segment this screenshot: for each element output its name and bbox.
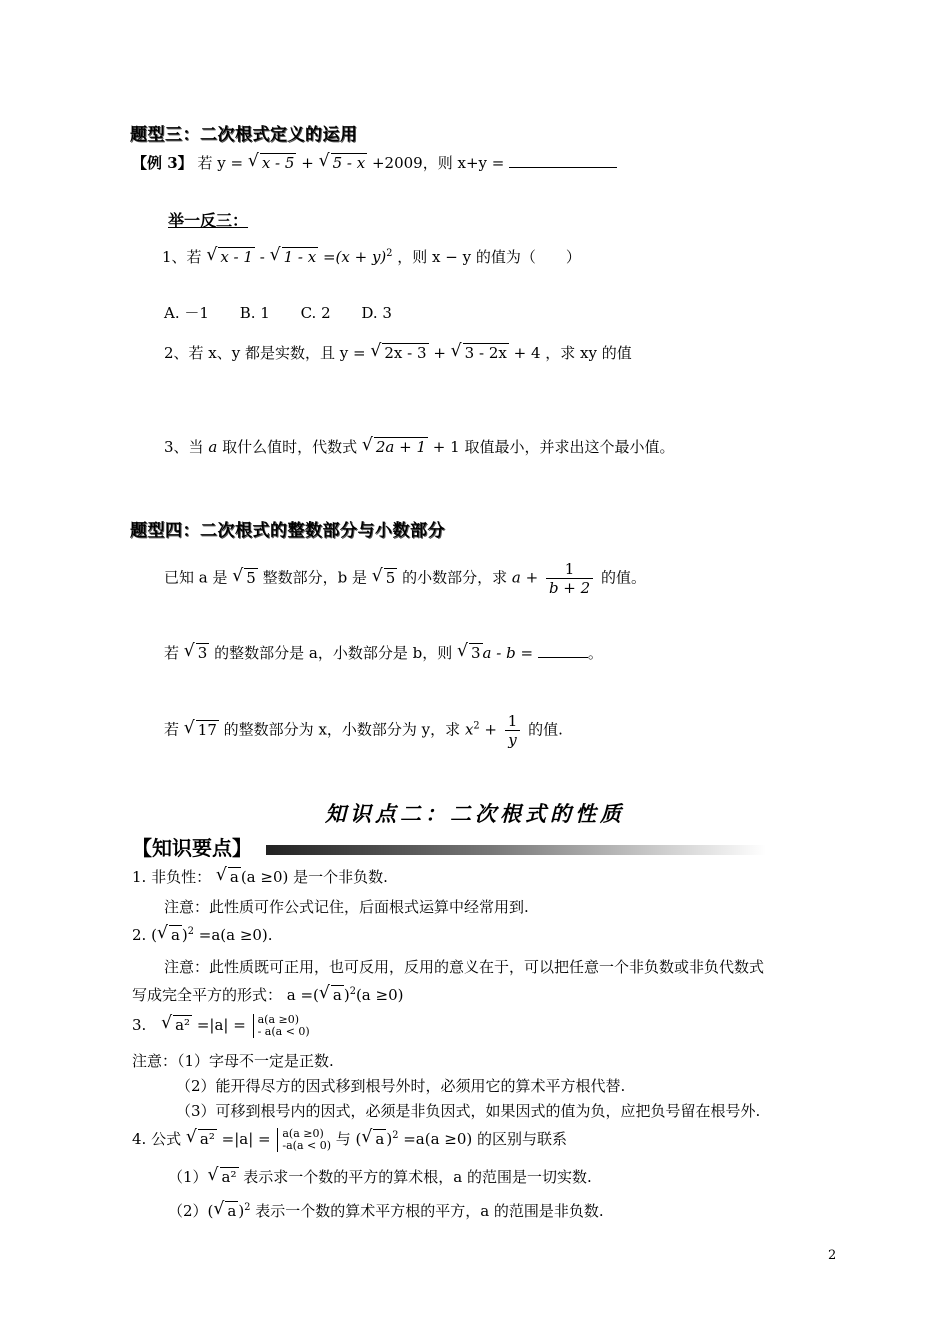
piecewise-cases: a(a ≥0) - a(a < 0) — [253, 1014, 310, 1038]
question-3: 3、当 a 取什么值时，代数式 √ 2a + 1 + 1 取值最小，并求出这个最小值。 — [164, 436, 674, 457]
radical: √ 5 - x — [321, 154, 368, 172]
option-b[interactable]: B. 1 — [239, 304, 270, 322]
radical: √ 1 - x — [272, 248, 319, 266]
problem-4-1: 已知 a 是 √ 5 整数部分，b 是 √ 5 的小数部分，求 a + $\frac{1}{b + 2}$ 的值。 — [164, 560, 646, 597]
radical: √ a — [363, 1130, 386, 1148]
fraction: $\frac{1}{b + 2}$ — [546, 560, 593, 597]
radical: √ 2a + 1 — [364, 438, 428, 456]
kp2-item3: 3. √ a² =|a| = a(a ≥0) - a(a < 0) — [132, 1014, 310, 1038]
option-c[interactable]: C. 2 — [300, 304, 331, 322]
radical: √ 3 — [459, 644, 483, 662]
radical: √ 17 — [186, 721, 219, 739]
section4-title: 题型四：二次根式的整数部分与小数部分 — [130, 521, 445, 541]
kp2-note2-line2: 写成完全平方的形式： a =(√ a )$^2$(a ≥0) — [132, 984, 403, 1005]
piecewise-cases: a(a ≥0) -a(a < 0) — [277, 1128, 331, 1152]
radical: √ a² — [188, 1130, 217, 1148]
problem-4-3: 若 √ 17 的整数部分为 x，小数部分为 y，求 $x^2$ + $\frac{1}{y}$ 的值. — [164, 712, 563, 749]
radical: √ 5 — [234, 569, 258, 587]
answer-blank[interactable] — [538, 643, 588, 658]
radical: √ 3 - 2x — [453, 344, 509, 362]
radical: √ 5 — [374, 569, 398, 587]
question-1: 1、若 √ x - 1 - √ $1 - x =(x + y)^2$ ，则 x − y 的值为（ ） — [162, 246, 581, 267]
kp2-item2: 2. (√ a )$^2$ =a(a ≥0). — [132, 926, 273, 944]
question-2: 2、若 x、y 都是实数，且 y = √ 2x - 3 + √ 3 - 2x + 4 ，求 xy 的值 — [164, 342, 632, 363]
example-prefix: 若 y = — [197, 154, 244, 172]
radical: √ a — [218, 868, 241, 886]
kp2-item4-2: （2）(√ a )$^2$ 表示一个数的算术平方根的平方，a 的范围是非负数. — [168, 1200, 604, 1221]
fraction: $\frac{1}{y}$ — [505, 712, 521, 749]
radical: √ a² — [210, 1168, 239, 1186]
page-number: 2 — [828, 1248, 837, 1263]
option-a[interactable]: A. －1 — [164, 304, 209, 322]
kp2-note2-line1: 注意：此性质既可正用，也可反用，反用的意义在于，可以把任意一个非负数或非负代数式 — [164, 958, 765, 976]
radical: √ x - 1 — [208, 248, 255, 266]
radical: √ x - 5 — [250, 154, 297, 172]
kp2-item1: 1. 非负性： √ a (a ≥0) 是一个非负数. — [132, 866, 388, 887]
kp2-note3-1: 注意：（1）字母不一定是正数. — [132, 1052, 334, 1070]
question-1-options — [164, 302, 464, 323]
example-label: 【例 3】 — [132, 154, 193, 172]
radical: √ a — [159, 926, 182, 944]
kp2-note3-2: （2）能开得尽方的因式移到根号外时，必须用它的算术平方根代替. — [176, 1077, 626, 1095]
knowledge-points-label: 【知识要点】 — [132, 836, 252, 860]
gradient-divider — [266, 845, 766, 855]
example3: 【例 3】 若 y = √ x - 5 + √ 5 - x +2009，则 x+y = — [132, 152, 617, 173]
section3-title: 题型三：二次根式定义的运用 — [130, 125, 358, 145]
radical: √ a — [215, 1202, 238, 1220]
kp2-note3-3: （3）可移到根号内的因式，必须是非负因式，如果因式的值为负，应把负号留在根号外. — [176, 1102, 761, 1120]
kp2-title: 知识点二：二次根式的性质 — [325, 802, 625, 826]
kp2-note1: 注意：此性质可作公式记住，后面根式运算中经常用到. — [164, 898, 529, 916]
problem-4-2: 若 √ 3 的整数部分是 a，小数部分是 b，则 √ 3 a - b = 。 — [164, 642, 603, 663]
answer-blank[interactable] — [509, 153, 617, 168]
option-d[interactable]: D. 3 — [361, 304, 392, 322]
practice-title: 举一反三： — [168, 211, 249, 230]
radical: √ a — [321, 986, 344, 1004]
radical: √ 2x - 3 — [372, 344, 428, 362]
kp2-item4: 4. 公式 √ a² =|a| = a(a ≥0) -a(a < 0) 与 (√ a )$^2$ =a(a ≥0) 的区别与联系 — [132, 1128, 567, 1152]
radical: √ a² — [163, 1016, 192, 1034]
radical: √ 3 — [186, 644, 210, 662]
kp2-item4-1: （1）√ a² 表示求一个数的平方的算术根，a 的范围是一切实数. — [168, 1166, 592, 1187]
